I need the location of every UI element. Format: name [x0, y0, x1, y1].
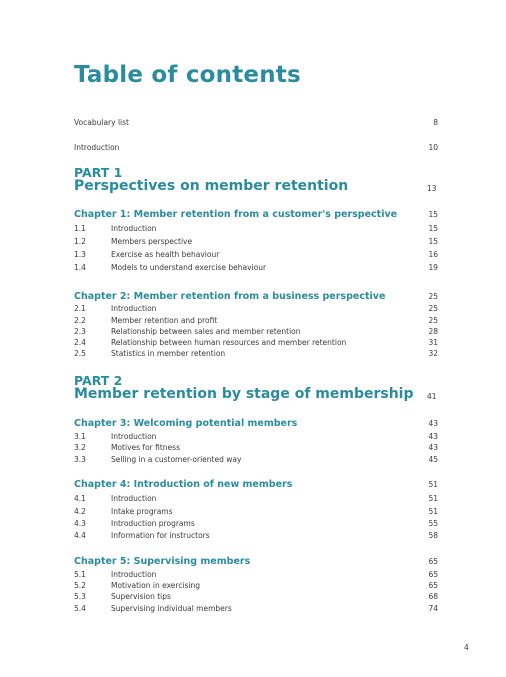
section-label: Intake programs: [111, 507, 173, 516]
toc-section[interactable]: [74, 304, 438, 315]
chapter-page: 25: [428, 292, 438, 301]
chapter-title: Chapter 4: Introduction of new members: [74, 479, 293, 490]
section-number: 2.1: [74, 304, 86, 313]
part-1-label: PART 1: [74, 165, 123, 180]
section-page: 16: [428, 250, 438, 259]
section-label: Motives for fitness: [111, 443, 180, 452]
section-page: 51: [428, 494, 438, 503]
toc-section[interactable]: [74, 592, 438, 603]
toc-chapter-2[interactable]: [74, 292, 438, 303]
toc-entry-label: Vocabulary list: [74, 118, 129, 127]
section-number: 4.2: [74, 507, 86, 516]
section-number: 5.1: [74, 570, 86, 579]
section-label: Introduction: [111, 304, 157, 313]
section-page: 65: [428, 581, 438, 590]
section-page: 68: [428, 592, 438, 601]
section-page: 28: [428, 327, 438, 336]
section-page: 51: [428, 507, 438, 516]
section-number: 1.3: [74, 250, 86, 259]
section-number: 3.1: [74, 432, 86, 441]
section-label: Information for instructors: [111, 531, 210, 540]
chapter-title: Chapter 1: Member retention from a customer's perspective: [74, 209, 398, 220]
section-number: 1.1: [74, 224, 86, 233]
section-number: 4.1: [74, 494, 86, 503]
toc-section[interactable]: [74, 570, 438, 581]
section-page: 31: [428, 338, 438, 347]
section-number: 2.2: [74, 316, 86, 325]
chapter-title: Chapter 5: Supervising members: [74, 556, 251, 567]
section-page: 43: [428, 443, 438, 452]
section-number: 2.3: [74, 327, 86, 336]
toc-entry-vocabulary[interactable]: [74, 118, 438, 129]
toc-section[interactable]: [74, 531, 438, 542]
section-label: Supervision tips: [111, 592, 171, 601]
toc-section[interactable]: [74, 432, 438, 443]
toc-chapter-5[interactable]: [74, 557, 438, 568]
section-label: Motivation in exercising: [111, 581, 201, 590]
section-page: 65: [428, 570, 438, 579]
section-number: 2.5: [74, 349, 86, 358]
toc-chapter-4[interactable]: [74, 480, 438, 491]
section-page: 19: [428, 263, 438, 272]
chapter-page: 15: [428, 210, 438, 219]
section-label: Introduction: [111, 570, 157, 579]
section-page: 45: [428, 455, 438, 464]
section-label: Introduction: [111, 224, 157, 233]
section-label: Exercise as health behaviour: [111, 250, 220, 259]
toc-section[interactable]: [74, 507, 438, 518]
section-page: 74: [428, 604, 438, 613]
page-title: Table of contents: [74, 62, 301, 88]
section-number: 2.4: [74, 338, 86, 347]
section-label: Relationship between sales and member retention: [111, 327, 301, 336]
toc-section[interactable]: [74, 237, 438, 248]
toc-section[interactable]: [74, 349, 438, 360]
toc-section[interactable]: [74, 443, 438, 454]
part-2-label: PART 2: [74, 373, 123, 388]
section-number: 3.3: [74, 455, 86, 464]
toc-section[interactable]: [74, 338, 438, 349]
section-number: 1.4: [74, 263, 86, 272]
toc-section[interactable]: [74, 494, 438, 505]
section-label: Introduction: [111, 494, 157, 503]
toc-entry-page: 10: [428, 143, 438, 152]
section-label: Member retention and profit: [111, 316, 218, 325]
chapter-title: Chapter 3: Welcoming potential members: [74, 418, 298, 429]
toc-section[interactable]: [74, 224, 438, 235]
section-page: 55: [428, 519, 438, 528]
section-label: Models to understand exercise behaviour: [111, 263, 267, 272]
part-2-title[interactable]: Member retention by stage of membership: [74, 386, 414, 402]
section-page: 58: [428, 531, 438, 540]
toc-entry-page: 8: [433, 118, 438, 127]
part-1-title[interactable]: Perspectives on member retention: [74, 178, 349, 194]
section-label: Selling in a customer-oriented way: [111, 455, 242, 464]
section-number: 3.2: [74, 443, 86, 452]
toc-entry-label: Introduction: [74, 143, 120, 152]
toc-section[interactable]: [74, 327, 438, 338]
section-page: 25: [428, 304, 438, 313]
toc-chapter-3[interactable]: [74, 419, 438, 430]
chapter-title: Chapter 2: Member retention from a business perspective: [74, 291, 386, 302]
toc-section[interactable]: [74, 316, 438, 327]
chapter-page: 65: [428, 557, 438, 566]
section-page: 15: [428, 224, 438, 233]
section-page: 15: [428, 237, 438, 246]
section-number: 4.4: [74, 531, 86, 540]
section-label: Statistics in member retention: [111, 349, 226, 358]
section-page: 25: [428, 316, 438, 325]
toc-section[interactable]: [74, 519, 438, 530]
chapter-page: 43: [428, 419, 438, 428]
part-1-page: 13: [427, 184, 437, 193]
toc-section[interactable]: [74, 263, 438, 274]
section-number: 5.4: [74, 604, 86, 613]
section-label: Introduction: [111, 432, 157, 441]
section-label: Introduction programs: [111, 519, 195, 528]
toc-section[interactable]: [74, 604, 438, 615]
section-number: 5.3: [74, 592, 86, 601]
section-number: 5.2: [74, 581, 86, 590]
section-label: Supervising individual members: [111, 604, 232, 613]
section-number: 4.3: [74, 519, 86, 528]
toc-section[interactable]: [74, 455, 438, 466]
chapter-page: 51: [428, 480, 438, 489]
toc-section[interactable]: [74, 250, 438, 261]
toc-section[interactable]: [74, 581, 438, 592]
page-number: 4: [464, 643, 469, 652]
toc-entry-introduction[interactable]: [74, 143, 438, 154]
toc-chapter-1[interactable]: [74, 210, 438, 221]
section-page: 43: [428, 432, 438, 441]
section-label: Members perspective: [111, 237, 193, 246]
part-2-page: 41: [427, 392, 437, 401]
section-number: 1.2: [74, 237, 86, 246]
section-label: Relationship between human resources and member retention: [111, 338, 347, 347]
section-page: 32: [428, 349, 438, 358]
